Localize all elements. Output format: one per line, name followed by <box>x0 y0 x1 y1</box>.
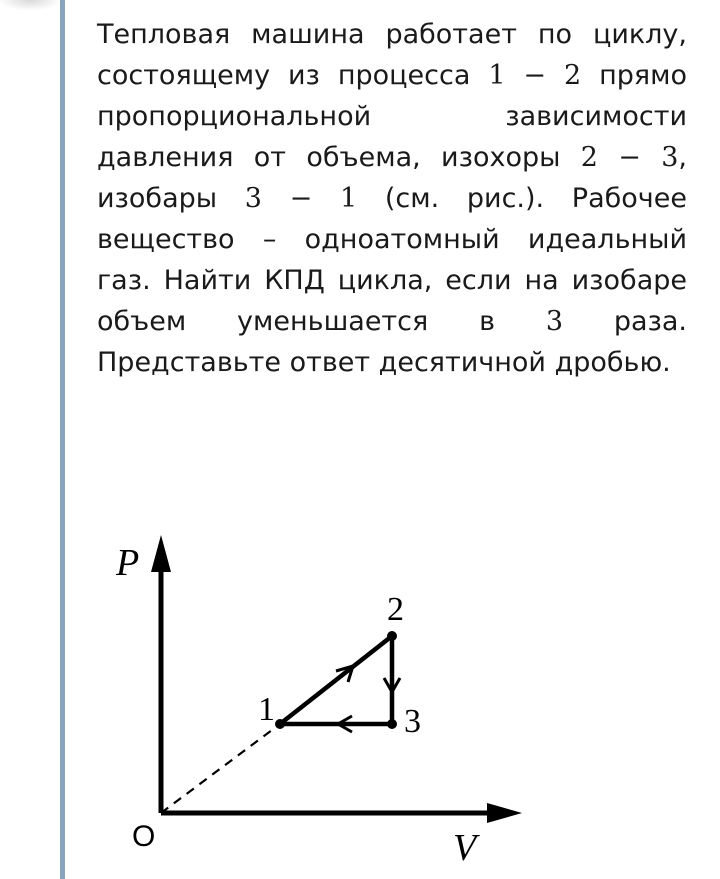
problem-text-part-4: (см. рис.). Рабочее вещество – одноатомный идеальный газ. Найти КПД цикла, если на изобаре объем уменьшается в <box>97 183 687 337</box>
origin-label: O <box>132 820 156 853</box>
math-process-1-2: 1 − 2 <box>488 60 582 91</box>
point-3-dot <box>387 719 397 729</box>
point-1-dot <box>275 719 285 729</box>
problem-text-part-2: прямо пропорциональной зависимости давления от объема, изохоры <box>97 60 687 173</box>
axis-label-p: P <box>116 542 140 584</box>
corner-shadow <box>0 0 60 10</box>
math-ratio-3: 3 <box>545 306 563 337</box>
p-axis-arrowhead <box>151 535 171 572</box>
quote-left-border <box>60 0 65 879</box>
dashed-proportionality-line <box>161 724 280 813</box>
v-axis-arrowhead <box>487 803 522 823</box>
problem-text-part-1: Тепловая машина работает по циклу, состоящему из процесса <box>97 19 687 91</box>
pv-diagram <box>100 520 540 870</box>
point-label-3: 3 <box>404 703 421 740</box>
problem-text-part-5: раза. Представьте ответ десятичной дробью. <box>97 306 687 378</box>
pv-diagram-svg <box>100 520 540 870</box>
point-label-2: 2 <box>387 591 404 628</box>
math-isochore-2-3: 2 − 3 <box>580 142 679 173</box>
math-isobar-3-1: 3 − 1 <box>244 183 358 214</box>
point-2-dot <box>387 631 397 641</box>
problem-text-part-3: , изобары <box>97 142 687 214</box>
process-1-2-line <box>280 636 392 724</box>
point-label-1: 1 <box>258 691 275 728</box>
axis-label-v: V <box>453 827 477 869</box>
problem-text <box>97 14 687 383</box>
